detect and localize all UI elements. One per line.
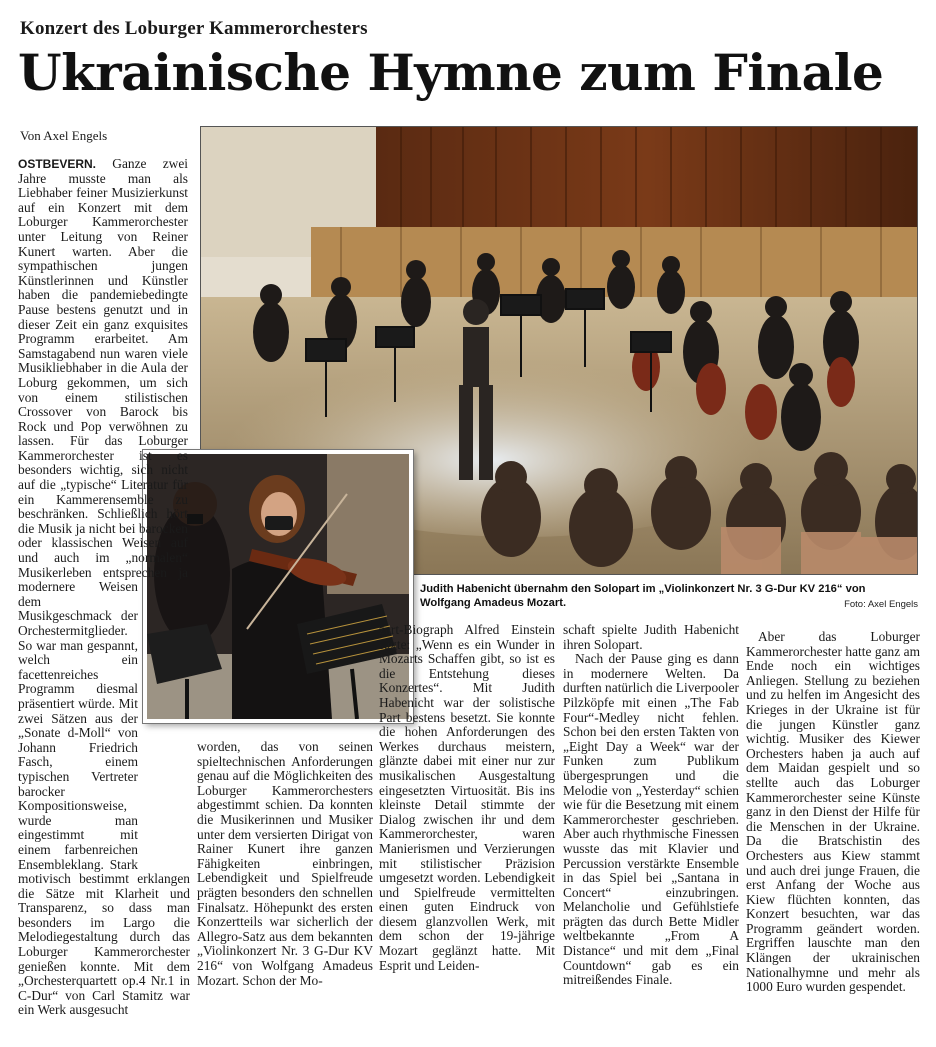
paragraph: Nach der Pause ging es dann in modernere Welten. Da durften natürlich die Liverpooler Pilzköpfe mit einen „The Fab Four“-Medley nicht fehlen. Schon bei den ersten Takten von „Eight Day a Week“ war der Funken zum Publikum übergesprungen und die Melodie von „Yesterday“ schien wie für die Besetzung mit einem Kammerorchester geschrieben. Aber auch rhythmische Finessen wusste das mit Klavier und Percussion verstärkte Ensemble in das Spiel bei „Santana in Concert“ einzubringen. Melancholie und Gefühlstiefe prägten das durch Bette Midler weltbekannte „From A Distance“ und mit dem „Final Countdown“ gab es ein mitreißendes Finale.: [563, 651, 739, 988]
article-column-2: [197, 740, 373, 988]
dateline: OSTBEVERN.: [18, 157, 97, 171]
photo-caption: Judith Habenicht übernahm den Solopart im „Violinkonzert Nr. 3 G-Dur KV 216“ von Wolfgang Amadeus Mozart.: [420, 583, 866, 609]
article-column-5: [746, 630, 920, 995]
article-headline: Ukrainische Hymne zum Finale: [18, 43, 884, 102]
article-kicker: Konzert des Loburger Kammerorchesters: [20, 18, 368, 39]
paragraph: worden, das von seinen spieltechnischen Anforderungen genau auf die Möglichkeiten des Loburger Kammerorchesters abgestimmt schien. Da konnten die Musikerinnen und Musiker unter dem versierten Dirigat von Rainer Kunert ihre ganzen Fähigkeiten einbringen, Lebendigkeit und Spielfreude prägten besonders den schnellen Finalsatz. Höhepunkt des ersten Konzertteils war sicherlich der Allegro-Satz aus dem bekannten „Violinkonzert Nr. 3 G-Dur KV 216“ von Wolfgang Amadeus Mozart. Schon der Mo-: [197, 739, 373, 988]
paragraph: Aber das Loburger Kammerorchester hatte ganz am Ende noch ein wichtiges Anliegen. Stellung zu beziehen und zu helfen im Angesicht des Krieges in der Ukraine ist für die jungen Künstler ganz wichtig. Musiker des Kiewer Orchesters haben ja auch auf dem Maidan gespielt und so stellte auch das Loburger Kammerorchester seine Künste ganz in den Dienst der Hilfe für die Menschen in der Ukraine. Da die Bratschistin des Orchesters aus Kiew stammt und auch drei junge Frauen, die erst Anfang der Woche aus Kiew flüchten konnten, das Konzert besuchten, war das Programm geändert worden. Ergriffen lauschte man den Klängen der ukrainischen Nationalhymne und mehr als 1000 Euro wurden gespendet.: [746, 629, 920, 995]
photo-credit: Foto: Axel Engels: [844, 599, 918, 610]
paragraph: zart-Biograph Alfred Einstein sagte: „Wenn es ein Wunder in Mozarts Schaffen gibt, so ist es die Entstehung dieses Konzertes“. Mit Judith Habenicht war der solistische Part bestens besetzt. Sie konnte die hohen Anforderungen des Werkes durchaus meistern, glänzte dabei mit einer nur zur musikalischen Ausgestaltung eingesetzten Virtuosität. Bis ins kleinste Detail stimmte der Dialog zwischen ihr und dem Kammerorchester, waren Manierismen und Verzierungen mit stilistischer Präzision umgesetzt worden. Lebendigkeit und Spielfreude vermittelten einen guten Eindruck von diesem glanzvollen Werk, mit dem schon der 19-jährige Mozart geglänzt hatte. Mit Esprit und Leiden-: [379, 622, 555, 973]
paragraph-text: Ganze zwei Jahre musste man als Liebhaber feiner Musizierkunst auf ein Konzert mit dem Loburger Kammerorchester unter Leitung von Reiner Kunert warten. Aber die sympathischen jungen Künstlerinnen und Künstler haben die pandemiebedingte Pause bestens genutzt und in dieser Zeit ein ganz exquisites Programm erarbeitet. Am Samstagabend nun waren viele Musikliebhaber in die Aula der Loburg gekommen, um sich von einem stilistischen Crossover von Barock bis Rock und Pop verwöhnen zu lassen. Für das Loburger Kammerorchester ist es besonders wichtig, sich nicht auf die „typische“ Literatur für ein Kammerensemble zu beschränken. Schließlich hört die Musik ja nicht bei barocken oder klassischen Weisen auf und auch im „normalen“ Musikerleben entsprechen ja modernere Weisen dem Musikgeschmack der Orchestermitglieder. So war man gespannt, welch ein facettenreiches Programm diesmal präsentiert würde. Mit zwei Sätzen aus der „Sonate d-Moll“ von Johann Friedrich Fasch, einem typischen Vertreter barocker Kompositionsweise, wurde man eingestimmt mit einem farbenreichen Ensembleklang. Stark motivisch bestimmt erklangen die Sätze mit Klarheit und Transparenz, so dass man besonders im Largo die Melodiegestaltung durch das Loburger Kammerorchester genießen konnte. Mit dem „Orchesterquartett op.4 Nr.1 in C-Dur“ von Carl Stamitz war ein Werk ausgesucht: [18, 156, 190, 1018]
paragraph: schaft spielte Judith Habenicht ihren Solopart.: [563, 622, 739, 652]
article-byline: Von Axel Engels: [20, 128, 108, 143]
article-column-4: [563, 623, 739, 988]
article-column-3: [379, 623, 555, 973]
